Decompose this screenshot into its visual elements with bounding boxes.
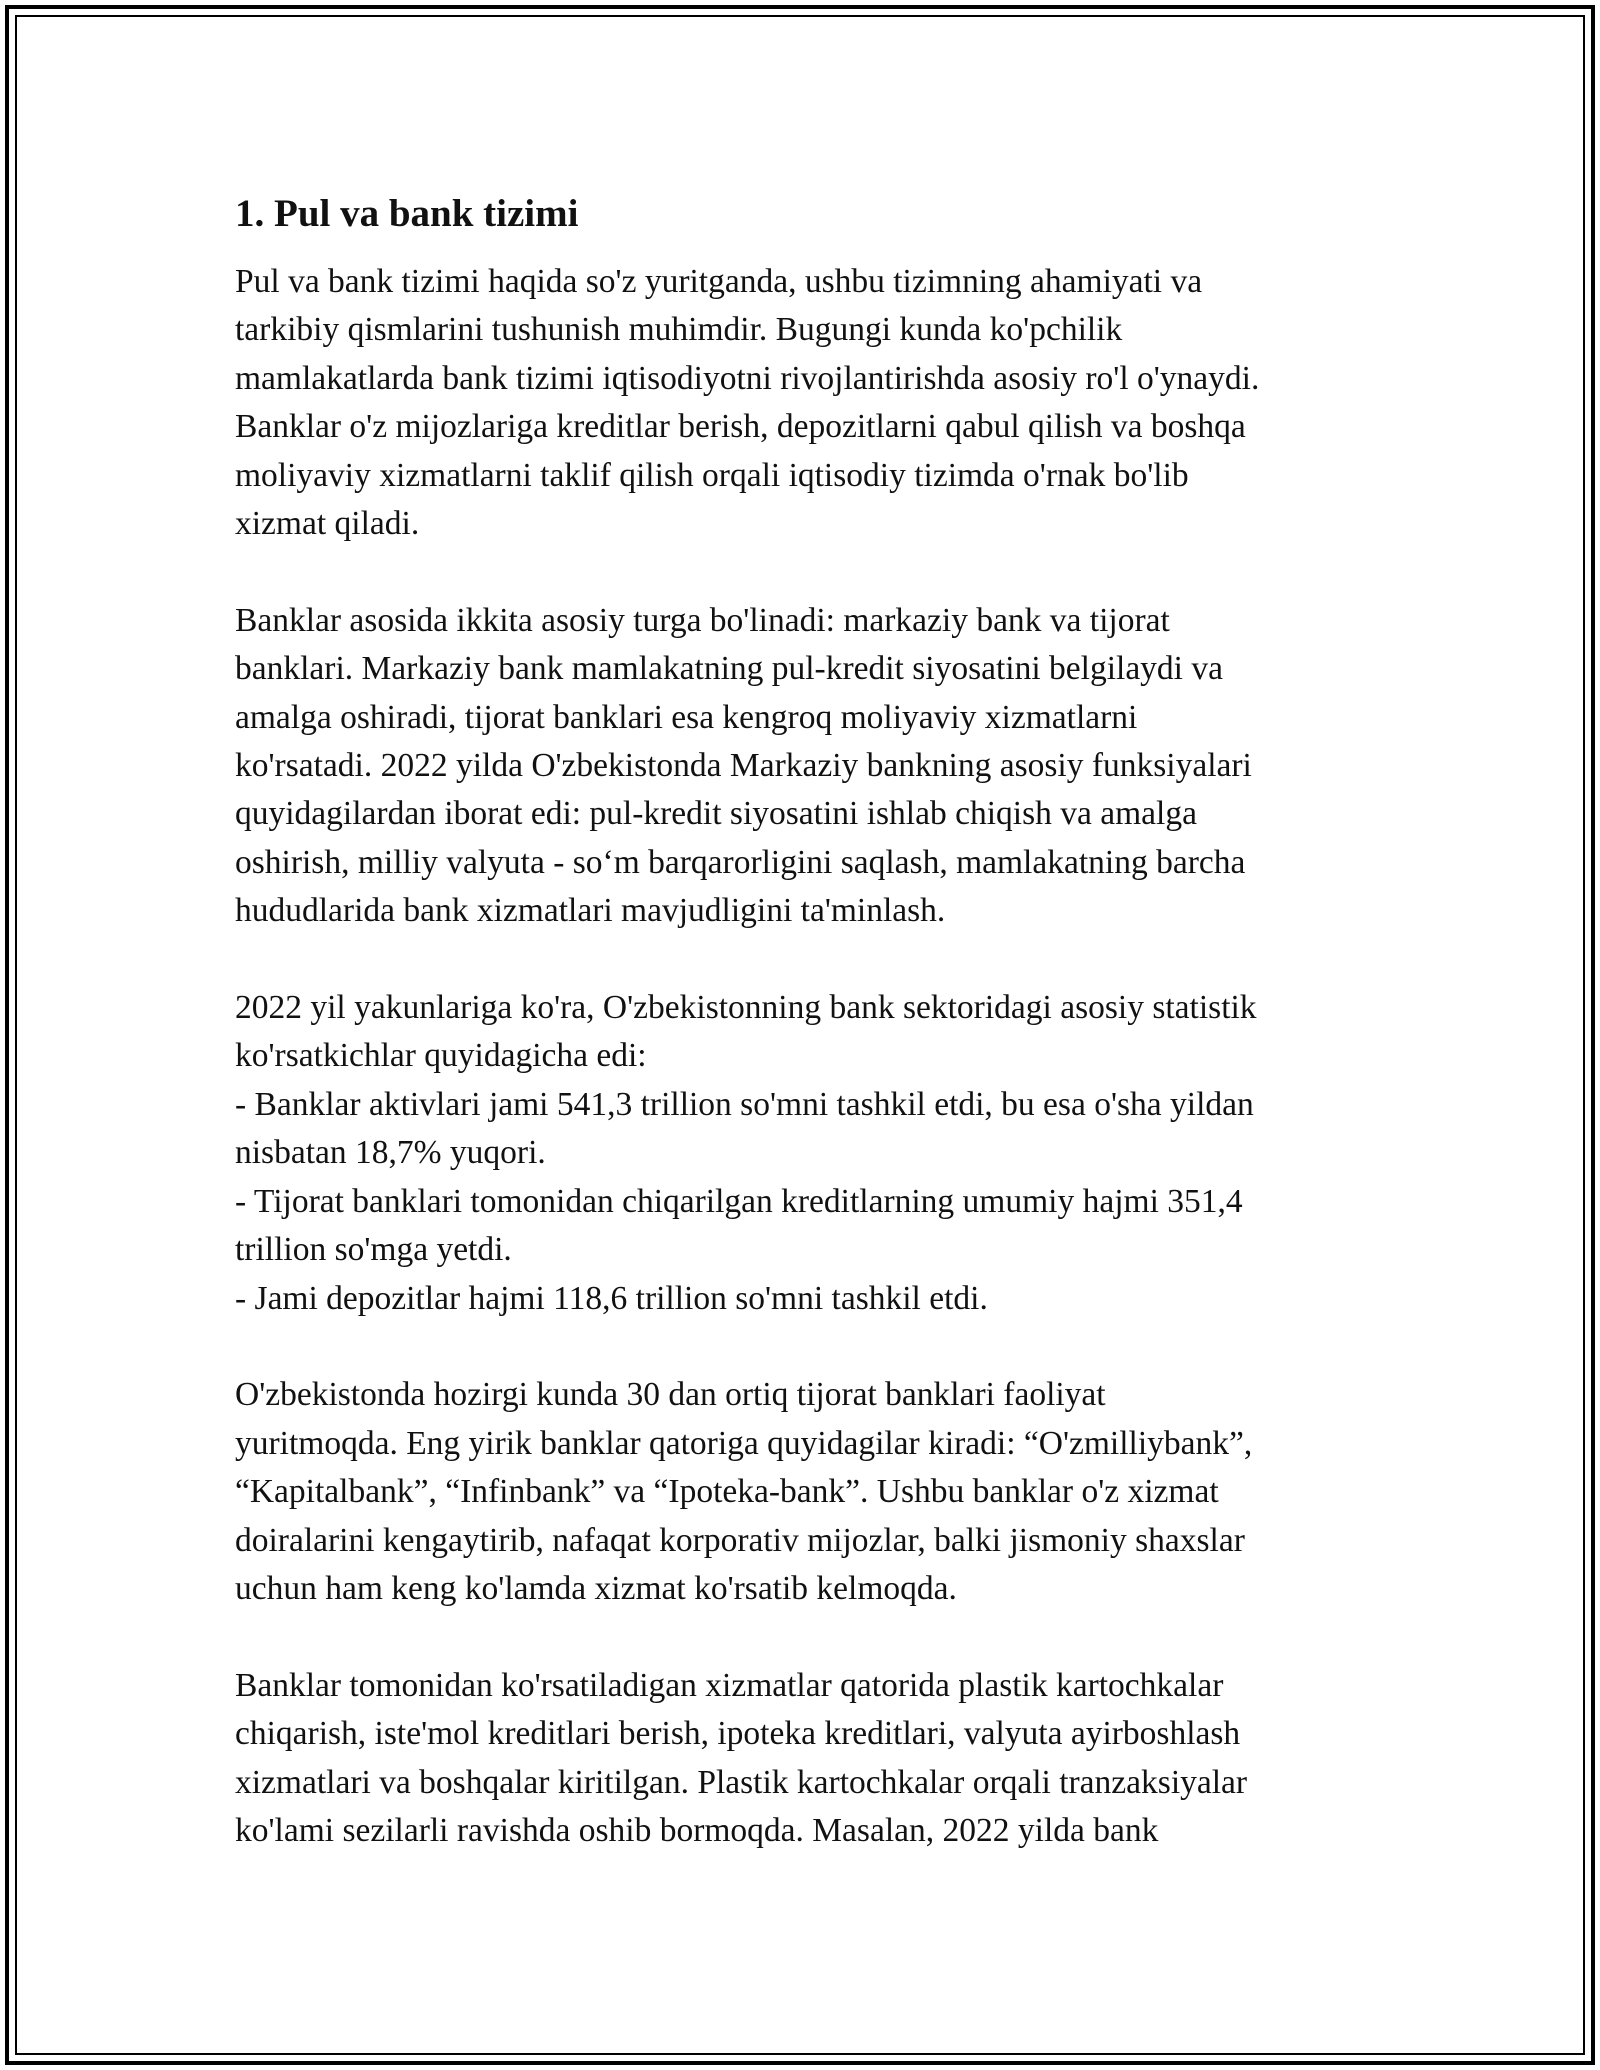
text-line: nisbatan 18,7% yuqori. xyxy=(235,1134,546,1172)
text-line: xizmatlari va boshqalar kiritilgan. Plastik kartochkalar orqali tranzaksiyalar xyxy=(235,1763,1248,1801)
paragraph-commercial-banks xyxy=(235,1371,1375,1613)
text-line: mamlakatlarda bank tizimi iqtisodiyotni rivojlantirishda asosiy ro'l o'ynaydi. xyxy=(235,359,1260,397)
text-line: ko'rsatadi. 2022 yilda O'zbekistonda Markaziy bankning asosiy funksiyalari xyxy=(235,747,1252,785)
text-line: yuritmoqda. Eng yirik banklar qatoriga quyidagilar kiradi: “O'zmilliybank”, xyxy=(235,1424,1253,1462)
text-line: xizmat qiladi. xyxy=(235,505,420,543)
list-item: - Tijorat banklari tomonidan chiqarilgan kreditlarning umumiy hajmi 351,4 xyxy=(235,1182,1243,1220)
text-line: tarkibiy qismlarini tushunish muhimdir. Bugungi kunda ko'pchilik xyxy=(235,311,1123,349)
text-line: banklari. Markaziy bank mamlakatning pul-kredit siyosatini belgilaydi va xyxy=(235,650,1223,688)
text-line: Banklar asosida ikkita asosiy turga bo'linadi: markaziy bank va tijorat xyxy=(235,601,1170,639)
text-line: Banklar o'z mijozlariga kreditlar berish, depozitlarni qabul qilish va boshqa xyxy=(235,408,1246,446)
list-item: - Jami depozitlar hajmi 118,6 trillion so'mni tashkil etdi. xyxy=(235,1279,988,1317)
paragraph-intro xyxy=(235,258,1375,548)
text-line: quyidagilardan iborat edi: pul-kredit siyosatini ishlab chiqish va amalga xyxy=(235,795,1197,833)
text-line: moliyaviy xizmatlarni taklif qilish orqali iqtisodiy tizimda o'rnak bo'lib xyxy=(235,456,1189,494)
text-line: O'zbekistonda hozirgi kunda 30 dan ortiq tijorat banklari faoliyat xyxy=(235,1376,1106,1414)
document-body xyxy=(235,190,1375,1904)
list-item: - Banklar aktivlari jami 541,3 trillion so'mni tashkil etdi, bu esa o'sha yildan xyxy=(235,1085,1254,1123)
text-line: ko'lami sezilarli ravishda oshib bormoqda. Masalan, 2022 yilda bank xyxy=(235,1811,1159,1849)
text-line: “Kapitalbank”, “Infinbank” va “Ipoteka-bank”. Ushbu banklar o'z xizmat xyxy=(235,1473,1219,1511)
paragraph-statistics xyxy=(235,984,1375,1323)
text-line: Pul va bank tizimi haqida so'z yuritganda, ushbu tizimning ahamiyati va xyxy=(235,263,1203,300)
text-line: ko'rsatkichlar quyidagicha edi: xyxy=(235,1037,647,1075)
text-line: uchun ham keng ko'lamda xizmat ko'rsatib kelmoqda. xyxy=(235,1569,957,1607)
text-line: oshirish, milliy valyuta - so‘m barqarorligini saqlash, mamlakatning barcha xyxy=(235,843,1246,881)
text-line: 2022 yil yakunlariga ko'ra, O'zbekistonning bank sektoridagi asosiy statistik xyxy=(235,989,1257,1027)
section-heading: 1. Pul va bank tizimi xyxy=(235,192,579,235)
text-line: Banklar tomonidan ko'rsatiladigan xizmatlar qatorida plastik kartochkalar xyxy=(235,1666,1224,1704)
text-line: chiqarish, iste'mol kreditlari berish, ipoteka kreditlari, valyuta ayirboshlash xyxy=(235,1715,1241,1753)
text-line: hududlarida bank xizmatlari mavjudligini ta'minlash. xyxy=(235,892,946,930)
text-line: trillion so'mga yetdi. xyxy=(235,1231,512,1269)
paragraph-bank-services xyxy=(235,1662,1375,1856)
paragraph-bank-types xyxy=(235,597,1375,936)
text-line: doiralarini kengaytirib, nafaqat korporativ mijozlar, balki jismoniy shaxslar xyxy=(235,1521,1245,1559)
text-line: amalga oshiradi, tijorat banklari esa kengroq moliyaviy xizmatlarni xyxy=(235,698,1138,736)
